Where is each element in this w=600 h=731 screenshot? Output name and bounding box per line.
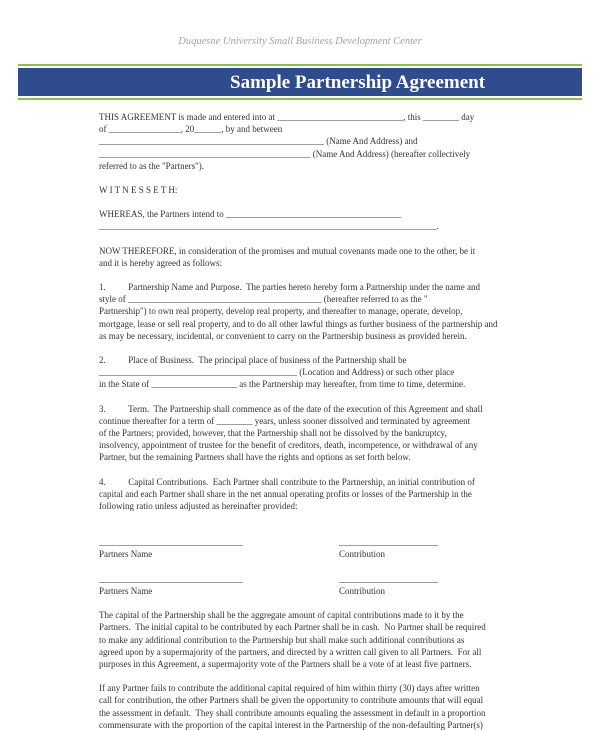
section-1-line: as may be necessary, incidental, or convenient to carry on the Partnership business as provided herein. [99, 330, 467, 341]
section-4-line: 4. Capital Contributions. Each Partner shall contribute to the Partnership, an initial contribution of [99, 476, 475, 487]
partner-name-blank: ________________________________ [99, 573, 243, 584]
section-1-line: style of ___________________________________________ (hereafter referred to as the " [99, 294, 428, 305]
section-3-line: of the Partners; provided, however, that the Partnership shall not be dissolved by the bankruptcy, [99, 428, 447, 439]
contribution-label: Contribution [339, 585, 386, 596]
section-3-line: Partner, but the remaining Partners shall have the rights and options as set forth below. [99, 452, 411, 463]
default-line: commensurate with the proportion of the capital interest in the Partnership of the non-defaulting Partner(s) [99, 719, 483, 730]
witnesseth-heading: W I T N E S S E T H: [99, 185, 178, 196]
section-1-line: Partnership") to own real property, develop real property, and thereafter to manage, operate, develop, [99, 306, 463, 317]
document-title: Sample Partnership Agreement [230, 72, 486, 93]
agreement-body [99, 111, 511, 731]
signature-row [99, 536, 511, 560]
capital-line: to make any additional contribution to the Partnership but shall make such additional contributions as [99, 634, 465, 645]
default-line: If any Partner fails to contribute the additional capital required of him within thirty (30) days after written [99, 683, 480, 694]
whereas-line: ___________________________________________________________________________. [99, 221, 439, 232]
intro-line: referred to as the "Partners"). [99, 160, 205, 171]
intro-line: of ________________, 20______, by and between [99, 124, 283, 135]
contribution-label: Contribution [339, 549, 386, 560]
capital-line: Partners. The initial capital to be contributed by each Partner shall be in cash. No Partner shall be required [99, 622, 486, 633]
partner-name-label: Partners Name [99, 549, 153, 560]
intro-line: THIS AGREEMENT is made and entered into at ____________________________, this ________ day [99, 112, 475, 122]
section-1-line: mortgage, lease or sell real property, and to do all other lawful things as further business of the partnership and [99, 318, 498, 329]
intro-line: __________________________________________________ (Name And Address) and [99, 136, 418, 147]
section-4-line: following ratio unless adjusted as hereinafter provided: [99, 501, 298, 512]
partner-name-blank: ________________________________ [99, 537, 243, 548]
contribution-blank: ______________________ [339, 537, 438, 548]
contribution-blank: ______________________ [339, 573, 438, 584]
whereas-line: WHEREAS, the Partners intend to _______________________________________ [99, 209, 402, 220]
capital-line: The capital of the Partnership shall be the aggregate amount of capital contributions made to it by the [99, 610, 464, 621]
section-3-line: continue thereafter for a term of ________ years, unless sooner dissolved and terminated by agreement [99, 415, 471, 426]
section-4-line: capital and each Partner shall share in the net annual operating profits or losses of the Partnership in the [99, 488, 472, 499]
capital-line: purposes in this Agreement, a supermajority vote of the Partners shall be a vote of at least five partners. [99, 658, 472, 669]
section-2-line: in the State of ___________________ as the Partnership may hereafter, from time to time, determine. [99, 379, 466, 390]
section-3-line: 3. Term. The Partnership shall commence as of the date of the execution of this Agreement and shall [99, 403, 483, 414]
default-line: call for contribution, the other Partners shall be given the opportunity to contribute amounts that will equal [99, 695, 484, 706]
partner-name-label: Partners Name [99, 585, 153, 596]
capital-line: agreed upon by a supermajority of the partners, and directed by a written call given to all Partners. For all [99, 646, 482, 657]
organization-header: Duquesne University Small Business Development Center [178, 36, 422, 47]
signature-row [99, 573, 511, 597]
intro-line: _______________________________________________ (Name And Address) (hereafter collectively [99, 148, 471, 159]
section-2-line: 2. Place of Business. The principal place of business of the Partnership shall be [99, 355, 407, 366]
section-3-line: insolvency, appointment of trustee for the benefit of creditors, death, incompetence, or withdrawal of any [99, 440, 478, 451]
now-therefore-line: and it is hereby agreed as follows: [99, 257, 222, 268]
section-2-line: ____________________________________________ (Location and Address) or such other place [99, 367, 455, 378]
default-line: the assessment in default. They shall contribute amounts equaling the assessment in default in a proportion [99, 707, 486, 718]
section-1-line: 1. Partnership Name and Purpose. The parties hereto hereby form a Partnership under the name and [99, 282, 480, 293]
now-therefore-line: NOW THEREFORE, in consideration of the promises and mutual covenants made one to the other, be it [99, 245, 476, 256]
